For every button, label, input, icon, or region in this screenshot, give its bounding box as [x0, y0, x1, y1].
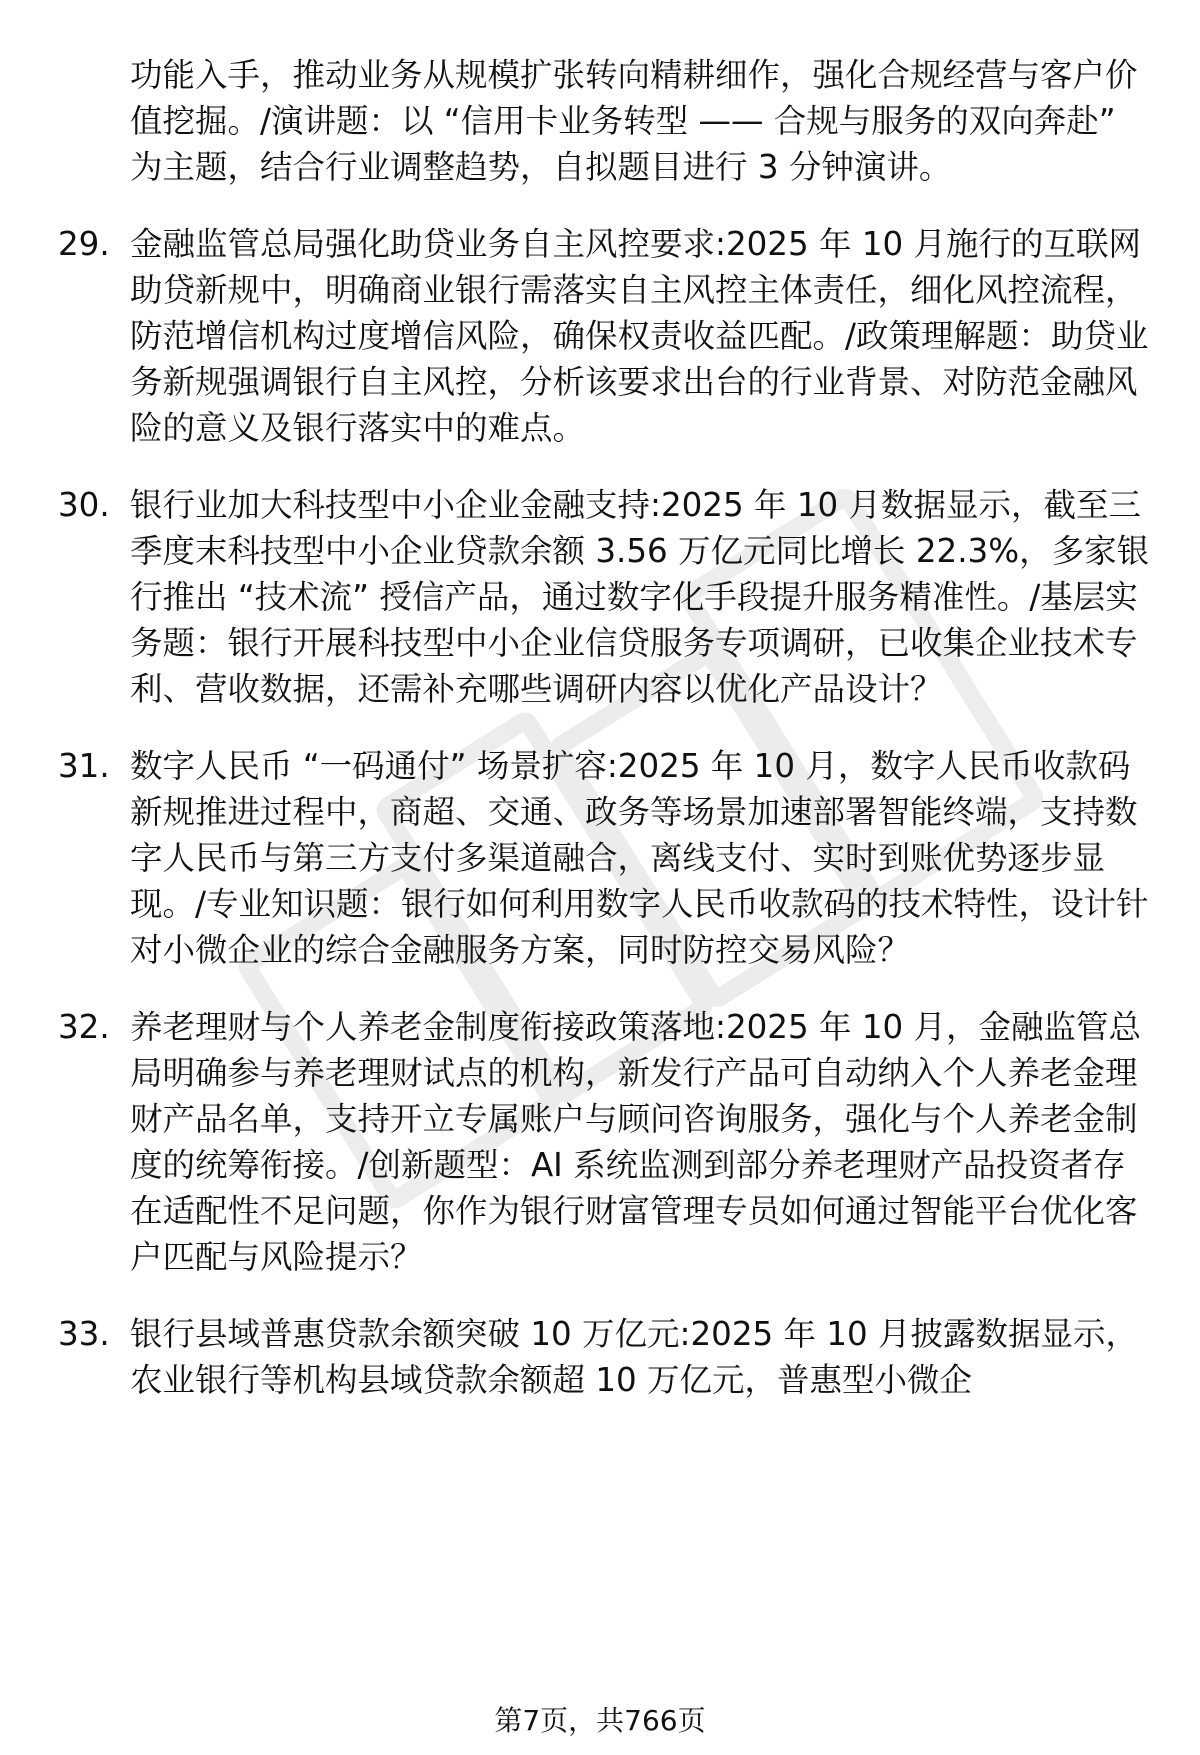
item-number: 32. — [58, 1008, 110, 1046]
lead-paragraph: 功能入手，推动业务从规模扩张转向精耕细作，强化合规经营与客户价值挖掘。/演讲题：以 “信用卡业务转型 —— 合规与服务的双向奔赴” 为主题，结合行业调整趋势，自拟题目进行 3 分钟演讲。 — [130, 56, 1138, 186]
list-item — [58, 1004, 1158, 1280]
item-text: 养老理财与个人养老金制度衔接政策落地:2025 年 10 月，金融监管总局明确参与养老理财试点的机构，新发行产品可自动纳入个人养老金理财产品名单，支持开立专属账户与顾问咨询服务，强化与个人养老金制度的统筹衔接。/创新题型：AI 系统监测到部分养老理财产品投资者存在适配性不足问题，你作为银行财富管理专员如何通过智能平台优化客户匹配与风险提示？ — [130, 1008, 1142, 1276]
item-number: 33. — [58, 1315, 110, 1353]
item-number: 31. — [58, 747, 110, 785]
list-item — [58, 482, 1158, 712]
list-item — [58, 1311, 1158, 1403]
item-number: 29. — [58, 225, 110, 263]
list-item — [58, 743, 1158, 973]
document-body — [58, 52, 1158, 1434]
list-item — [58, 221, 1158, 451]
item-text: 金融监管总局强化助贷业务自主风控要求:2025 年 10 月施行的互联网助贷新规中，明确商业银行需落实自主风控主体责任，细化风控流程，防范增信机构过度增信风险，确保权责收益匹配。/政策理解题：助贷业务新规强调银行自主风控，分析该要求出台的行业背景、对防范金融风险的意义及银行落实中的难点。 — [130, 225, 1149, 447]
item-text: 银行业加大科技型中小企业金融支持:2025 年 10 月数据显示，截至三季度末科技型中小企业贷款余额 3.56 万亿元同比增长 22.3%，多家银行推出 “技术流” 授信产品，通过数字化手段提升服务精准性。/基层实务题：银行开展科技型中小企业信贷服务专项调研，已收集企业技术专利、营收数据，还需补充哪些调研内容以优化产品设计？ — [130, 486, 1150, 708]
page-footer: 第7页，共766页 — [494, 1704, 706, 1737]
item-text: 银行县域普惠贷款余额突破 10 万亿元:2025 年 10 月披露数据显示，农业银行等机构县域贷款余额超 10 万亿元，普惠型小微企 — [130, 1315, 1139, 1399]
item-number: 30. — [58, 486, 110, 524]
item-text: 数字人民币 “一码通付” 场景扩容:2025 年 10 月，数字人民币收款码新规推进过程中，商超、交通、政务等场景加速部署智能终端，支持数字人民币与第三方支付多渠道融合，离线支付、实时到账优势逐步显现。/专业知识题：银行如何利用数字人民币收款码的技术特性，设计针对小微企业的综合金融服务方案，同时防控交易风险？ — [130, 747, 1149, 969]
